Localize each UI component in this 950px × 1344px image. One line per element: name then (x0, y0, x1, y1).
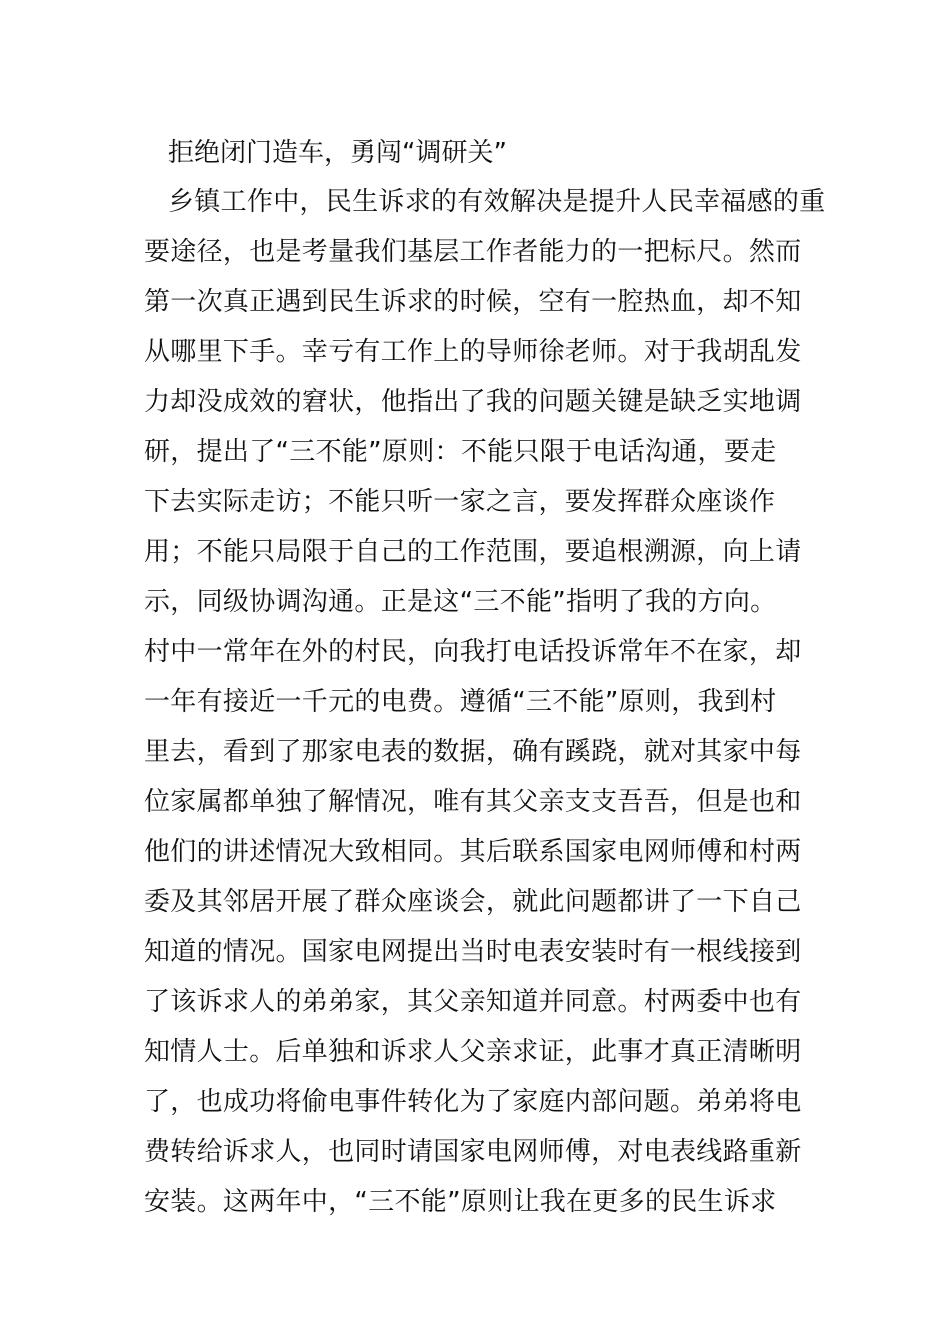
text-line: 费转给诉求人，也同时请国家电网师傅，对电表线路重新 (144, 1137, 802, 1167)
text-line: 里去，看到了那家电表的数据，确有蹊跷，就对其家中每 (144, 737, 802, 767)
text-line: 下去实际走访；不能只听一家之言，要发挥群众座谈作 (144, 487, 776, 517)
body-text (144, 177, 824, 1227)
text-line: 要途径，也是考量我们基层工作者能力的一把标尺。然而 (144, 237, 802, 267)
text-line: 了该诉求人的弟弟家，其父亲知道并同意。村两委中也有 (144, 987, 802, 1017)
text-line: 位家属都单独了解情况，唯有其父亲支支吾吾，但是也和 (144, 787, 802, 817)
text-line: 研，提出了“三不能”原则：不能只限于电话沟通，要走 (144, 437, 777, 467)
text-line: 知道的情况。国家电网提出当时电表安装时有一根线接到 (144, 937, 802, 967)
text-line: 了，也成功将偷电事件转化为了家庭内部问题。弟弟将电 (144, 1087, 802, 1117)
text-line: 一年有接近一千元的电费。遵循“三不能”原则，我到村 (144, 687, 777, 717)
text-line: 乡镇工作中，民生诉求的有效解决是提升人民幸福感的重 (168, 187, 826, 217)
text-line: 他们的讲述情况大致相同。其后联系国家电网师傅和村两 (144, 837, 802, 867)
text-line: 第一次真正遇到民生诉求的时候，空有一腔热血，却不知 (144, 287, 802, 317)
text-line: 示，同级协调沟通。正是这“三不能”指明了我的方向。 (144, 587, 777, 617)
text-line: 委及其邻居开展了群众座谈会，就此问题都讲了一下自己 (144, 887, 802, 917)
text-line: 用；不能只局限于自己的工作范围，要追根溯源，向上请 (144, 537, 802, 567)
text-line: 从哪里下手。幸亏有工作上的导师徐老师。对于我胡乱发 (144, 337, 802, 367)
text-line: 知情人士。后单独和诉求人父亲求证，此事才真正清晰明 (144, 1037, 802, 1067)
text-line: 力却没成效的窘状，他指出了我的问题关键是缺乏实地调 (144, 387, 802, 417)
text-line: 安装。这两年中，“三不能”原则让我在更多的民生诉求 (144, 1187, 777, 1217)
text-line: 村中一常年在外的村民，向我打电话投诉常年不在家，却 (144, 637, 802, 667)
section-title: 拒绝闭门造车，勇闯“调研关” (168, 138, 507, 168)
